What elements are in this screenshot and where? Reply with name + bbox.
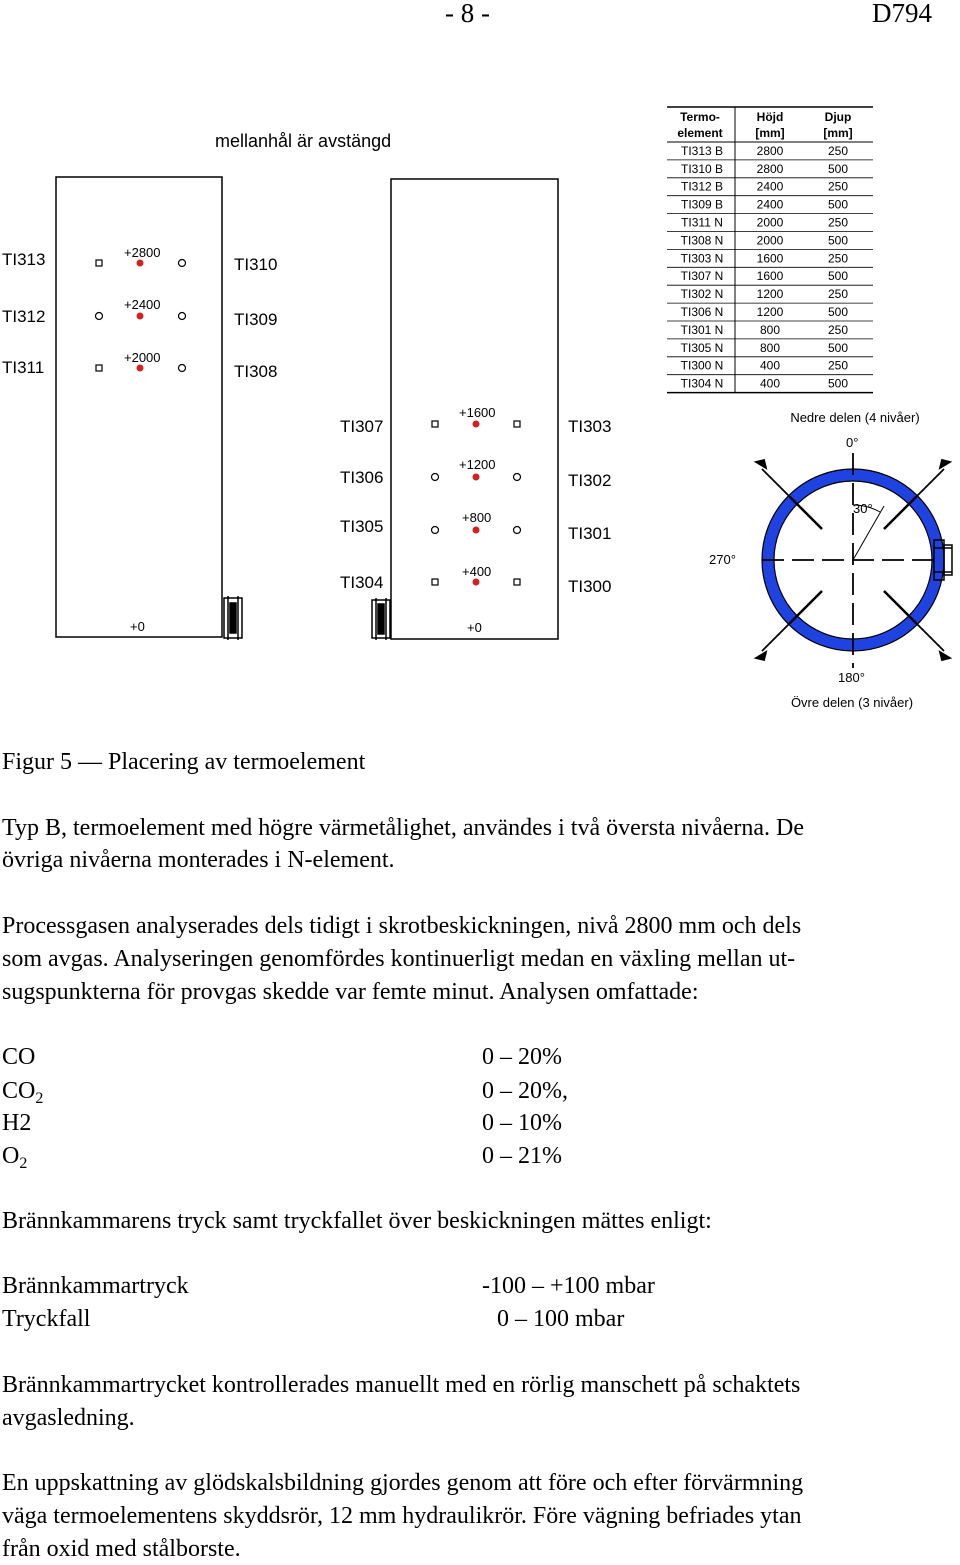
table-cell: 1600 bbox=[756, 251, 784, 266]
table-cell: 250 bbox=[827, 322, 849, 337]
table-cell: 250 bbox=[827, 251, 849, 266]
sensor-row-1600 bbox=[432, 421, 520, 428]
sensor-port-icon bbox=[432, 474, 439, 481]
table-row bbox=[667, 144, 873, 160]
table-cell: 2000 bbox=[756, 233, 784, 248]
table-cell: TI306 N bbox=[680, 305, 724, 319]
table-cell: 2800 bbox=[756, 143, 784, 158]
table-cell: TI302 N bbox=[680, 287, 724, 302]
paragraph-4-line-2: avgasledning. bbox=[2, 1405, 135, 1431]
gas-name: H2 bbox=[2, 1110, 32, 1136]
table-cell: TI304 N bbox=[680, 376, 724, 391]
table-cell: 2000 bbox=[756, 215, 784, 230]
table-cell: 500 bbox=[827, 376, 849, 391]
table-cell: 500 bbox=[827, 340, 849, 355]
table-cell: 1200 bbox=[756, 287, 784, 302]
sensor-row-800 bbox=[432, 527, 521, 534]
height-400: +400 bbox=[462, 564, 492, 579]
sensor-port-icon bbox=[179, 313, 186, 320]
table-cell: TI309 B bbox=[680, 197, 724, 212]
table-cell: 1200 bbox=[756, 305, 784, 319]
table-cell: 800 bbox=[759, 340, 781, 355]
table-cell: 800 bbox=[759, 322, 781, 337]
th-djup-2: [mm] bbox=[823, 126, 853, 140]
right-flange-icon bbox=[372, 598, 390, 640]
sensor-row-400 bbox=[432, 579, 520, 586]
table-cell: 1600 bbox=[756, 269, 784, 284]
gas-name: $CO_2$ bbox=[2, 1078, 44, 1107]
table-row bbox=[667, 198, 873, 214]
cross-section-diagram bbox=[709, 410, 952, 710]
left-base-label: +0 bbox=[130, 619, 145, 634]
table-cell: TI301 N bbox=[680, 322, 724, 337]
label-ti305: TI305 bbox=[340, 517, 384, 536]
table-cell: 500 bbox=[827, 197, 849, 212]
paragraph-2-line-1: Processgasen analyserades dels tidigt i skrotbeskickningen, nivå 2800 mm och dels bbox=[2, 913, 802, 939]
angle-0-label: 0° bbox=[846, 435, 859, 450]
label-ti303: TI303 bbox=[568, 417, 612, 436]
table-row bbox=[667, 180, 873, 196]
table-row bbox=[667, 251, 873, 267]
height-2000: +2000 bbox=[124, 350, 161, 365]
table-cell: 500 bbox=[827, 269, 849, 284]
sensor-row-1200 bbox=[432, 474, 521, 481]
sensor-dot-icon bbox=[137, 313, 144, 320]
thermocouple-placement-figure bbox=[0, 0, 960, 720]
table-cell: TI303 N bbox=[680, 251, 724, 266]
sensor-port-icon bbox=[514, 421, 520, 427]
sensor-port-icon bbox=[432, 527, 439, 534]
sensor-dot-icon bbox=[137, 260, 144, 267]
paragraph-1-line-2: övriga nivåerna monterades i N-element. bbox=[2, 847, 395, 873]
label-ti309: TI309 bbox=[234, 310, 278, 329]
sensor-row-2400 bbox=[96, 313, 186, 320]
table-cell: 250 bbox=[827, 179, 849, 194]
table-cell: TI300 N bbox=[680, 358, 724, 373]
page-number: - 8 - bbox=[445, 0, 490, 28]
sensor-port-icon bbox=[96, 313, 103, 320]
gas-range: 0 – 10% bbox=[482, 1110, 562, 1136]
sensor-port-icon bbox=[514, 474, 521, 481]
sensor-port-icon bbox=[179, 260, 186, 267]
table-row bbox=[667, 359, 873, 375]
table-row bbox=[667, 216, 873, 232]
sensor-row-2000 bbox=[96, 365, 186, 372]
table-cell: 2400 bbox=[756, 179, 784, 194]
paragraph-2-line-3: sugspunkterna för provgas skedde var femte minut. Analysen omfattade: bbox=[2, 979, 699, 1005]
label-ti304: TI304 bbox=[340, 573, 384, 592]
sensor-port-icon bbox=[96, 260, 102, 266]
label-ti310: TI310 bbox=[234, 255, 278, 274]
pressure-name: Tryckfall bbox=[2, 1306, 91, 1332]
height-800: +800 bbox=[462, 510, 492, 525]
label-ti312: TI312 bbox=[2, 307, 46, 326]
sensor-port-icon bbox=[179, 365, 186, 372]
height-2400: +2400 bbox=[124, 297, 161, 312]
angle-180-label: 180° bbox=[838, 670, 865, 685]
pressure-range: -100 – +100 mbar bbox=[482, 1273, 655, 1299]
th-termo-2: element bbox=[677, 126, 723, 140]
pressure-range: 0 – 100 mbar bbox=[497, 1306, 625, 1332]
gas-name: $O_2$ bbox=[2, 1143, 28, 1172]
thermocouple-table bbox=[667, 107, 873, 393]
circle-top-caption: Nedre delen (4 nivåer) bbox=[790, 410, 920, 425]
angle-270-label: 270° bbox=[709, 552, 736, 567]
table-cell: TI307 N bbox=[680, 269, 724, 284]
paragraph-5-line-1: En uppskattning av glödskalsbildning gjordes genom att före och efter förvärmning bbox=[2, 1470, 804, 1496]
table-cell: TI308 N bbox=[680, 233, 724, 248]
table-row bbox=[667, 323, 873, 339]
table-body bbox=[667, 144, 873, 393]
gas-range: 0 – 21% bbox=[482, 1143, 562, 1169]
table-cell: 500 bbox=[827, 305, 849, 319]
gas-range: 0 – 20% bbox=[482, 1044, 562, 1070]
table-cell: TI313 B bbox=[680, 143, 724, 158]
th-djup-1: Djup bbox=[824, 110, 852, 124]
th-hojd-2: [mm] bbox=[755, 126, 785, 140]
sensor-port-icon bbox=[96, 365, 102, 371]
label-ti306: TI306 bbox=[340, 468, 384, 487]
paragraph-5-line-2: väga termoelementens skyddsrör, 12 mm hydraulikrör. Före vägning befriades ytan bbox=[2, 1503, 802, 1529]
th-hojd-1: Höjd bbox=[756, 110, 784, 124]
th-termo-1: Termo- bbox=[680, 110, 720, 124]
sensor-port-icon bbox=[514, 527, 521, 534]
table-cell: 250 bbox=[827, 143, 849, 158]
table-cell: 2800 bbox=[756, 161, 784, 176]
table-row bbox=[667, 341, 873, 357]
table-row bbox=[667, 287, 873, 303]
table-cell: TI311 N bbox=[681, 215, 723, 230]
label-ti300: TI300 bbox=[568, 577, 612, 596]
height-1600: +1600 bbox=[459, 405, 496, 420]
label-ti313: TI313 bbox=[2, 250, 46, 269]
sensor-dot-icon bbox=[473, 579, 480, 586]
table-cell: 250 bbox=[827, 215, 849, 230]
table-row bbox=[667, 269, 873, 285]
paragraph-2-line-2: som avgas. Analyseringen genomfördes kontinuerligt medan en växling mellan ut- bbox=[2, 946, 796, 972]
gas-range: 0 – 20%, bbox=[482, 1078, 568, 1104]
table-cell: 400 bbox=[759, 358, 781, 373]
label-ti302: TI302 bbox=[568, 471, 612, 490]
sensor-dot-icon bbox=[473, 474, 480, 481]
table-cell: 500 bbox=[827, 233, 849, 248]
sensor-port-icon bbox=[432, 421, 438, 427]
left-flange-icon bbox=[224, 596, 242, 640]
paragraph-4-line-1: Brännkammartrycket kontrollerades manuellt med en rörlig manschett på schaktets bbox=[2, 1372, 801, 1398]
table-row bbox=[667, 377, 873, 393]
table-cell: 2400 bbox=[756, 197, 784, 212]
table-row bbox=[667, 233, 873, 249]
paragraph-5-line-3: från oxid med stålborste. bbox=[2, 1536, 241, 1562]
sensor-row-2800 bbox=[96, 260, 186, 267]
table-cell: 250 bbox=[827, 358, 849, 373]
height-1200: +1200 bbox=[459, 457, 496, 472]
paragraph-3: Brännkammarens tryck samt tryckfallet över beskickningen mättes enligt: bbox=[2, 1208, 712, 1234]
pressure-name: Brännkammartryck bbox=[2, 1273, 189, 1299]
label-ti311: TI311 bbox=[2, 358, 45, 377]
table-cell: TI312 B bbox=[680, 179, 724, 194]
table-cell: 400 bbox=[759, 376, 781, 391]
label-ti308: TI308 bbox=[234, 362, 278, 381]
angle-30-label: 30° bbox=[853, 501, 873, 516]
sensor-port-icon bbox=[514, 579, 520, 585]
table-row bbox=[667, 162, 873, 178]
height-2800: +2800 bbox=[124, 245, 161, 260]
sensor-dot-icon bbox=[473, 421, 480, 428]
document-id: D794 bbox=[872, 0, 932, 28]
table-cell: TI310 B bbox=[680, 161, 724, 176]
circle-bottom-caption: Övre delen (3 nivåer) bbox=[790, 695, 914, 710]
sensor-port-icon bbox=[432, 579, 438, 585]
note-text: mellanhål är avstängd bbox=[215, 131, 392, 151]
table-cell: 250 bbox=[827, 287, 849, 302]
table-row bbox=[667, 305, 873, 321]
figure-caption: Figur 5 — Placering av termoelement bbox=[2, 749, 366, 775]
paragraph-1-line-1: Typ B, termoelement med högre värmetålighet, användes i två översta nivåerna. De bbox=[2, 815, 805, 841]
table-cell: 500 bbox=[827, 161, 849, 176]
right-base-label: +0 bbox=[467, 620, 482, 635]
gas-name: CO bbox=[2, 1044, 36, 1070]
sensor-dot-icon bbox=[137, 365, 144, 372]
label-ti307: TI307 bbox=[340, 417, 384, 436]
sensor-dot-icon bbox=[473, 527, 480, 534]
label-ti301: TI301 bbox=[568, 524, 612, 543]
table-cell: TI305 N bbox=[680, 340, 724, 355]
